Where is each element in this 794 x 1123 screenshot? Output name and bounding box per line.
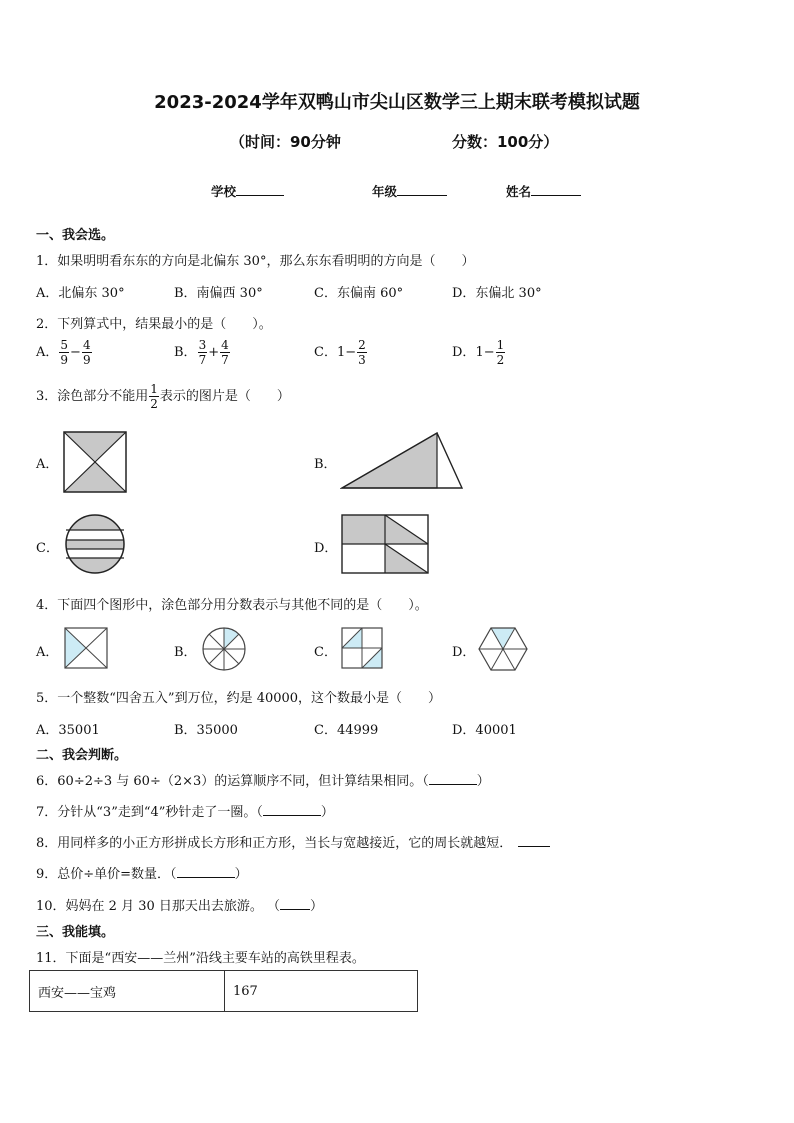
q3-label-a[interactable]: A．: [36, 457, 59, 472]
fraction: $\frac{1}{2}$: [496, 338, 505, 367]
question-9: 9．总价÷单价=数量．（ ）: [36, 867, 248, 882]
option-label: B．: [174, 345, 197, 360]
question-10: 10．妈妈在 2 月 30 日那天出去旅游。 （ ）: [36, 899, 324, 914]
option-label: A．: [36, 345, 59, 360]
q1-option-a[interactable]: A．北偏东 30°: [36, 286, 125, 301]
fraction: $\frac{5}{9}$: [60, 338, 69, 367]
question-3: 3．涂色部分不能用 $\frac{1}{2}$ 表示的图片是（ ）: [36, 382, 290, 411]
q1-option-d[interactable]: D．东偏北 30°: [452, 286, 542, 301]
q5-option-d[interactable]: D．40001: [452, 723, 517, 738]
q3-figure-b[interactable]: [340, 431, 466, 491]
question-8: 8．用同样多的小正方形拼成长方形和正方形，当长与宽越接近，它的周长就越短．: [36, 832, 550, 851]
q3-figure-a[interactable]: [62, 430, 128, 494]
table-row: [30, 971, 418, 1012]
table-cell-distance: 167: [225, 971, 418, 1012]
fraction: $\frac{4}{9}$: [82, 338, 91, 367]
operator: −: [70, 345, 81, 360]
q1-option-c[interactable]: C．东偏南 60°: [314, 286, 404, 301]
question-2: 2．下列算式中，结果最小的是（ ）。: [36, 317, 272, 332]
question-6: 6．60÷2÷3 与 60÷（2×3）的运算顺序不同，但计算结果相同。（ ）: [36, 774, 490, 789]
section-title: 一、我会选。: [36, 228, 115, 243]
operator: 1−: [336, 345, 357, 360]
fraction: $\frac{3}{7}$: [198, 338, 207, 367]
q4-label-d[interactable]: D．: [452, 645, 476, 660]
q2-option-b[interactable]: [174, 338, 231, 367]
fraction: $\frac{4}{7}$: [221, 338, 229, 367]
answer-blank[interactable]: [518, 846, 550, 847]
grade-blank[interactable]: [397, 195, 447, 196]
q4-label-b[interactable]: B．: [174, 645, 197, 660]
q3-label-d[interactable]: D．: [314, 541, 338, 556]
q4-label-a[interactable]: A．: [36, 645, 59, 660]
exam-score: 分数：100分）: [452, 133, 559, 151]
answer-blank[interactable]: [263, 815, 321, 816]
school-label: 学校: [211, 184, 237, 199]
q5-option-a[interactable]: A．35001: [36, 723, 100, 738]
fraction: $\frac{1}{2}$: [150, 382, 158, 411]
q4-figure-a[interactable]: [63, 626, 109, 670]
fraction: $\frac{2}{3}$: [358, 338, 366, 367]
section-title: 二、我会判断。: [36, 748, 128, 763]
q3-label-c[interactable]: C．: [36, 541, 59, 556]
school-field: [211, 182, 284, 200]
question-7: 7．分针从“3”走到“4”秒针走了一圈。（ ）: [36, 805, 334, 820]
name-label: 姓名: [506, 184, 532, 199]
q3-figure-c[interactable]: [62, 513, 128, 575]
grade-field: [372, 182, 447, 200]
exam-time: （时间：90分钟: [230, 133, 341, 151]
mileage-table: [29, 970, 418, 1012]
q1-option-b[interactable]: B．南偏西 30°: [174, 286, 263, 301]
operator: 1−: [475, 345, 495, 360]
school-blank[interactable]: [236, 195, 284, 196]
option-label: C．: [314, 345, 337, 360]
table-cell-station: 西安——宝鸡: [30, 971, 225, 1012]
option-label: D．: [452, 345, 476, 360]
section-title: 三、我能填。: [36, 925, 115, 940]
exam-title: 2023-2024学年双鸭山市尖山区数学三上期末联考模拟试题: [154, 92, 640, 113]
operator: +: [208, 345, 220, 360]
answer-blank[interactable]: [429, 784, 477, 785]
q5-option-c[interactable]: C．44999: [314, 723, 379, 738]
q3-label-b[interactable]: B．: [314, 457, 337, 472]
q3-figure-d[interactable]: [340, 513, 432, 575]
question-4: 4．下面四个图形中，涂色部分用分数表示与其他不同的是（ ）。: [36, 598, 428, 613]
grade-label: 年级: [372, 184, 398, 199]
name-blank[interactable]: [531, 195, 581, 196]
q4-label-c[interactable]: C．: [314, 645, 337, 660]
name-field: [506, 182, 581, 200]
answer-blank[interactable]: [280, 909, 310, 910]
question-11: 11．下面是“西安——兰州”沿线主要车站的高铁里程表。: [36, 951, 365, 966]
question-1: 1．如果明明看东东的方向是北偏东 30°，那么东东看明明的方向是（ ）: [36, 254, 475, 269]
q4-figure-c[interactable]: [340, 626, 384, 670]
q4-figure-b[interactable]: [201, 626, 247, 672]
q2-option-a[interactable]: [36, 338, 93, 367]
answer-blank[interactable]: [177, 877, 235, 878]
q2-option-c[interactable]: [314, 338, 368, 367]
question-5: 5．一个整数“四舍五入”到万位，约是 40000，这个数最小是（ ）: [36, 691, 442, 706]
q2-option-d[interactable]: [452, 338, 506, 367]
q4-figure-d[interactable]: [477, 626, 529, 672]
q5-option-b[interactable]: B．35000: [174, 723, 238, 738]
